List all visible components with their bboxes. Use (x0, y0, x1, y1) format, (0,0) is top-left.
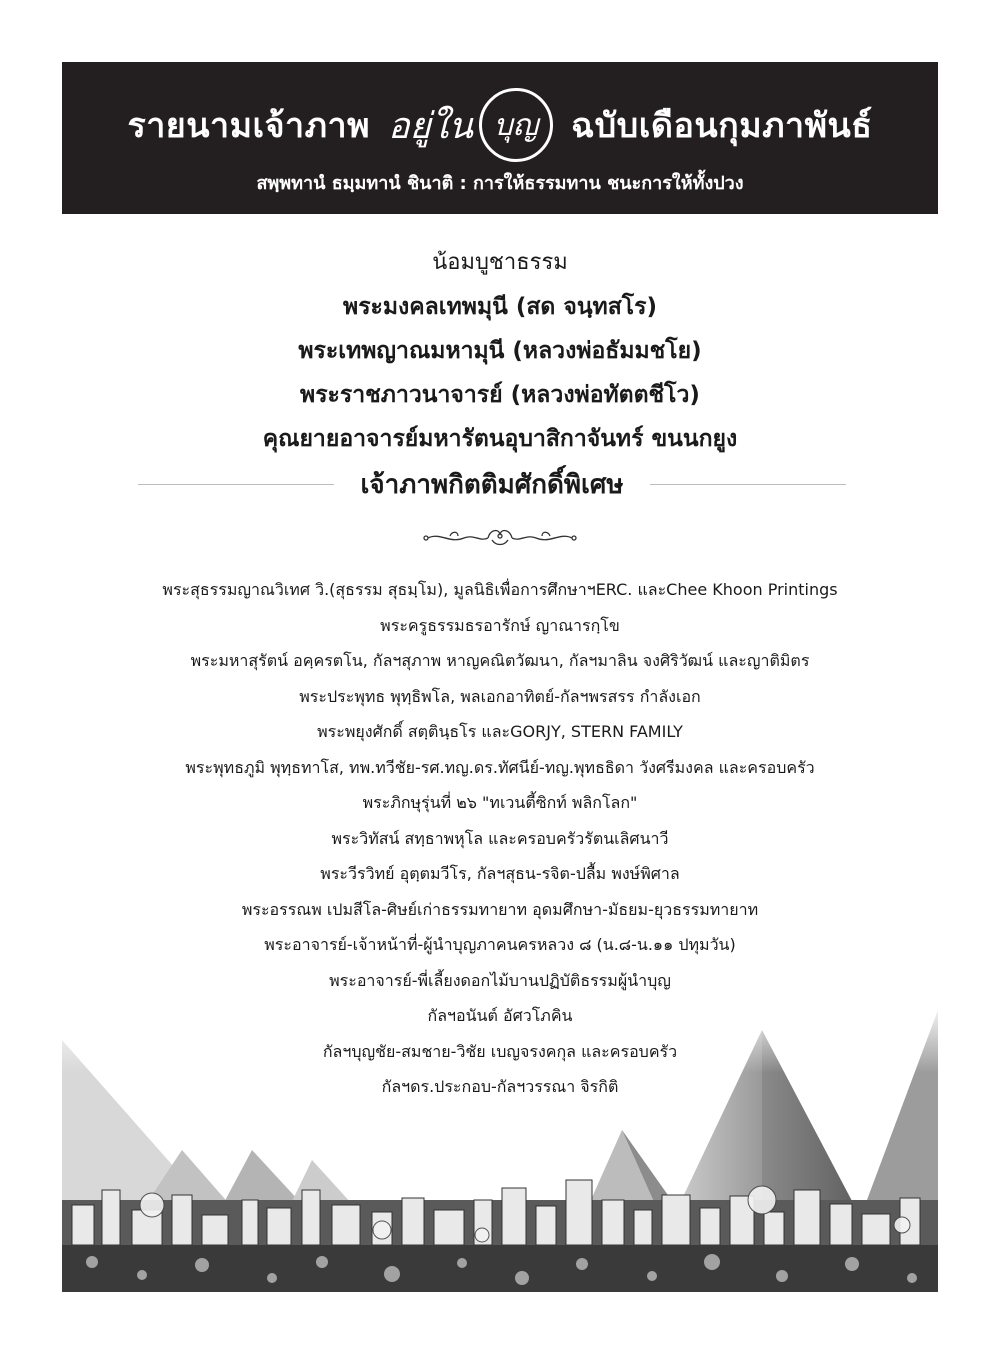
header-banner (62, 62, 938, 214)
logo-circle-text: บุญ (493, 107, 539, 143)
host-entry: พระประพุทธ พุทฺธิพโล, พลเอกอาทิตย์-กัลฯพรสรร กำลังเอก (299, 686, 701, 706)
host-entry: พระอาจารย์-เจ้าหน้าที่-ผู้นำบุญภาคนครหลวง ๘ (น.๘-น.๑๑ ปทุมวัน) (264, 935, 736, 954)
flourish-ornament-icon (420, 522, 580, 550)
host-entry: พระพุทธภูมิ พุทฺธทาโส, ทพ.ทวีชัย-รศ.ทญ.ดร.ทัศนีย์-ทญ.พุทธธิดา วังศรีมงคล และครอบครัว (185, 757, 815, 777)
host-entry: พระครูธรรมธรอารักษ์ ญาณารกฺโข (380, 615, 620, 635)
host-entry: พระภิกษุรุ่นที่ ๒๖ "ทเวนตี้ซิกท์ พลิกโลก" (362, 793, 638, 812)
dedication-line: คุณยายอาจารย์มหารัตนอุบาสิกาจันทร์ ขนนกยูง (262, 426, 738, 452)
host-entry: พระวิทัสน์ สทฺธาพหุโล และครอบครัวรัตนเลิศนาวี (331, 828, 669, 848)
host-list (0, 572, 1000, 1105)
logo-circle (479, 88, 553, 162)
host-entry: กัลฯบุญชัย-สมชาย-วิชัย เบญจรงคกุล และครอบครัว (322, 1041, 678, 1061)
section-heading (138, 462, 846, 506)
host-entry: พระสุธรรมญาณวิเทศ วิ.(สุธรรม สุธมฺโม), มูลนิธิเพื่อการศึกษาฯERC. และChee Khoon Printings (162, 580, 838, 599)
banner-title-row (62, 90, 938, 160)
dedication-line: พระราชภาวนาจารย์ (หลวงพ่อทัตตชีโว) (300, 382, 700, 408)
banner-subtitle: สพฺพทานํ ธมฺมทานํ ชินาติ : การให้ธรรมทาน ชนะการให้ทั้งปวง (256, 173, 744, 194)
logo-text: อยู่ใน (388, 105, 473, 147)
host-entry: กัลฯอนันต์ อัศวโภคิน (427, 1006, 573, 1025)
host-entry: พระอาจารย์-พี่เลี้ยงดอกไม้บานปฏิบัติธรรมผู้นำบุญ (329, 970, 671, 990)
dedication-block (0, 244, 1000, 461)
dedication-line: พระเทพญาณมหามุนี (หลวงพ่อธัมมชโย) (298, 338, 702, 364)
section-title: เจ้าภาพกิตติมศักดิ์พิเศษ (360, 469, 624, 500)
host-entry: กัลฯดร.ประกอบ-กัลฯวรรณา จิรกิติ (381, 1077, 619, 1096)
host-entry: พระวีรวิทย์ อุตฺตมวีโร, กัลฯสุธน-รจิต-ปลื้ม พงษ์พิศาล (320, 864, 680, 883)
dedication-line: พระมงคลเทพมุนี (สด จนฺทสโร) (343, 294, 657, 320)
host-entry: พระอรรณพ เปมสีโล-ศิษย์เก่าธรรมทายาท อุดมศึกษา-มัธยม-ยุวธรรมทายาท (241, 899, 759, 919)
divider-right (650, 484, 846, 485)
magazine-logo (388, 88, 553, 162)
host-entry: พระมหาสุรัตน์ อคฺครตโน, กัลฯสุภาพ หาญคณิตวัฒนา, กัลฯมาลิน จงศิริวัฒน์ และญาติมิตร (190, 651, 810, 670)
issue-title: ฉบับเดือนกุมภาพันธ์ (570, 106, 873, 146)
dedication-intro: น้อมบูชาธรรม (432, 250, 568, 275)
divider-left (138, 484, 334, 485)
banner-title: รายนามเจ้าภาพ (127, 106, 371, 146)
host-entry: พระพยุงศักดิ์ สตฺตินฺธโร และGORJY, STERN FAMILY (317, 722, 683, 741)
